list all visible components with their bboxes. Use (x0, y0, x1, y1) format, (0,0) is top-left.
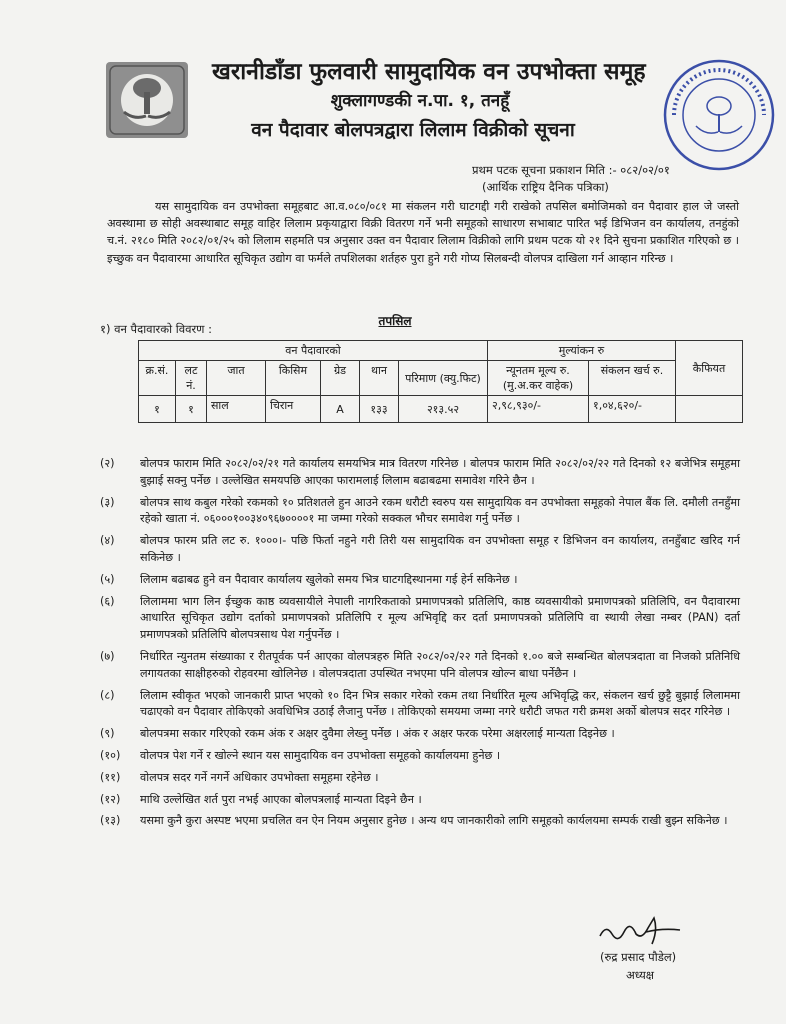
condition-item (100, 792, 740, 809)
notice-title: वन पैदावार बोलपत्रद्वारा लिलाम विक्रीको सूचना (251, 119, 575, 141)
table-header-row (139, 361, 743, 396)
condition-item (100, 726, 740, 743)
condition-item (100, 688, 740, 722)
condition-number: (१०) (100, 748, 121, 762)
condition-number: (६) (100, 594, 115, 608)
col-lot: लट नं. (176, 361, 207, 396)
condition-item (100, 572, 740, 589)
condition-text: यसमा कुनै कुरा अस्पष्ट भएमा प्रचलित वन ऐन नियम अनुसार हुनेछ । अन्य थप जानकारीको लागि समूहको कार्यलयमा सम्पर्क राखी बुझ्न सकिनेछ । (140, 814, 728, 828)
table-group-header (139, 341, 743, 361)
organization-logo (106, 62, 188, 138)
organization-address: शुक्लागण्डकी न.पा. १, तनहूँ (330, 91, 510, 111)
col-quantity: परिमाण (क्यु.फिट) (399, 361, 488, 396)
condition-number: (९) (100, 727, 115, 741)
publication-info (472, 162, 670, 196)
condition-text: लिलाम बढाबढ हुने वन पैदावार कार्यालय खुलेको समय भित्र घाटगद्दिस्थानमा गई हेर्न सकिनेछ । (140, 572, 518, 586)
condition-number: (११) (100, 770, 121, 784)
cell-species: साल (207, 396, 266, 423)
condition-number: (१३) (100, 814, 121, 828)
condition-item (100, 456, 740, 490)
group-valuation: मुल्यांकन रु (488, 341, 676, 361)
condition-text: बोलपत्र फाराम मिति २०८२/०२/२१ गते कार्यालय समयभित्र मात्र वितरण गरिनेछ । बोलपत्र फाराम मिति २०८२/०२/२२ गते दिनको १२ बजेभित्र समूहमा बुझाई सक्नु पर्नेछ । उल्लेखित समयपछि आएका फारामलाई लिलाम बढाबढमा समावेश गरिने छैन । (140, 457, 740, 487)
signatory-name: (रुद्र प्रसाद पौडेल) (600, 950, 677, 964)
intro-paragraph: यस सामुदायिक वन उपभोक्ता समूहबाट आ.व.०८०/०८१ मा संकलन गरी घाटगद्दी गरी राखेको तपसिल बमोजिमको वन पैदावार हाल जे जस्तो अवस्थामा छ सोही अवस्थाबाट समूह वाहिर लिलाम प्रकृयाद्वारा विक्री वितरण गर्ने भनी समूहको साधारण सभाबाट पारित भई डिभिजन वन कार्यालय, तनहुंको च.नं. २१८० मिति २०८२/०१/२५ को लिलाम सहमति पत्र अनुसार उक्त वन पैदावार लिलाम विक्रीको लागि प्रथम पटक यो २१ दिने सुचना प्रकाशित गरिएको छ । इच्छुक वन पैदावारमा आधारित सूचिकृत उद्योग वा फर्मले तपशिलका शर्तहरु पुरा हुने गरी गोप्य सिलबन्दी वोलपत्र दाखिला गर्न आव्हान गरिन्छ । (107, 200, 739, 265)
cell-remarks (676, 396, 743, 423)
condition-text: वोलपत्र सदर गर्ने नगर्ने अधिकार उपभोक्ता समूहमा रहेनेछ । (140, 770, 379, 784)
condition-item (100, 770, 740, 787)
condition-item (100, 533, 740, 567)
publish-source: (आर्थिक राष्ट्रिय दैनिक पत्रिका) (482, 180, 609, 194)
condition-item (100, 649, 740, 683)
condition-text: लिलाममा भाग लिन ईच्छुक काष्ठ व्यवसायीले नेपाली नागरिकताको प्रमाणपत्रको प्रतिलिपि, काष्ठ व्यवसायीको प्रमाणपत्रको प्रतिलिपि, वन पैदावारमा आधारित सूचिकृत उद्योग दर्ताको प्रमाणपत्रको प्रतिलिपि र मूल्य अभिवृद्दि कर दर्ता प्रमाणपत्रको प्रतिलिपि वा स्थायी लेखा नम्बर (PAN) दर्ता प्रमाणपत्रको प्रतिलिपि बोलपत्रसाथ पेश गर्नुपर्नेछ । (140, 594, 740, 642)
handwritten-signature (596, 910, 686, 950)
col-serial: क्र.सं. (139, 361, 176, 396)
cell-min-price: २,९८,९३०/- (488, 396, 589, 423)
cell-collection-cost: १,०४,६२०/- (589, 396, 676, 423)
tree-hands-icon (106, 62, 188, 138)
cell-lot: १ (176, 396, 207, 423)
condition-number: (८) (100, 688, 115, 702)
condition-text: निर्धारित न्युनतम संख्याका र रीतपूर्वक पर्न आएका वोलपत्रहरु मिति २०८२/०२/२२ गते दिनको १.०० बजे सम्बन्धित बोलपत्रदाता वा निजको प्रतिनिधि लगायतका साक्षीहरुको रोहवरमा खोलिनेछ । वोलपत्रदाता उपस्थित नभएमा पनि वोलपत्र खोल्न बाधा पर्नेछैन । (140, 649, 740, 680)
conditions-list (100, 456, 740, 835)
cell-serial: १ (139, 396, 176, 423)
col-remarks: कैफियत (676, 341, 743, 396)
condition-text: बोलपत्र साथ कबुल गरेको रकमको १० प्रतिशतले हुन आउने रकम धरौटी स्वरुप यस सामुदायिक वन उपभोक्ता समूहको नेपाल बैंक लि. दमौली तनहुँमा रहेको खाता नं. ०६०००१००३४०९६७००००१ मा जम्मा गरेको सक्कल भौचर समावेश गर्नु पर्नेछ । (140, 495, 740, 526)
condition-number: (५) (100, 572, 115, 586)
condition-text: वोलपत्र पेश गर्ने र खोल्ने स्थान यस सामुदायिक वन उपभोक्ता समूहको कार्यालयमा हुनेछ । (140, 748, 501, 762)
produce-table (138, 340, 743, 423)
cell-type: चिरान (266, 396, 321, 423)
condition-item (100, 495, 740, 529)
official-seal-stamp (660, 56, 778, 174)
col-pieces: थान (360, 361, 399, 396)
col-collection-cost: संकलन खर्च रु. (589, 361, 676, 396)
condition-item (100, 594, 740, 644)
section1-label: १) वन पैदावारको विवरण : (100, 322, 213, 336)
cell-quantity: २१३.५२ (399, 396, 488, 423)
table-row (139, 396, 743, 423)
col-species: जात (207, 361, 266, 396)
cell-grade: A (321, 396, 360, 423)
condition-number: (२) (100, 457, 115, 470)
col-type: किसिम (266, 361, 321, 396)
condition-text: माथि उल्लेखित शर्त पुरा नभई आएका बोलपत्रलाई मान्यता दिइने छैन । (140, 792, 422, 806)
cell-pieces: १३३ (360, 396, 399, 423)
col-min-price: न्यूनतम मूल्य रु. (मु.अ.कर वाहेक) (488, 361, 589, 396)
condition-text: बोलपत्र फारम प्रति लट रु. १०००।- पछि फिर्ता नहुने गरी तिरी यस सामुदायिक वन उपभोक्ता समूह र डिभिजन वन कार्यालय, तनहुँबाट खरिद गर्न सकिनेछ । (140, 534, 740, 564)
publish-date-line: प्रथम पटक सूचना प्रकाशन मिति :- ०८२/०२/०१ (472, 163, 670, 177)
condition-number: (१२) (100, 792, 121, 806)
condition-item (100, 813, 740, 830)
tapsil-heading: तपसिल (378, 314, 412, 328)
col-grade: ग्रेड (321, 361, 360, 396)
signatory-title: अध्यक्ष (626, 968, 655, 982)
condition-number: (३) (100, 495, 115, 509)
condition-text: लिलाम स्वीकृत भएको जानकारी प्राप्त भएको १० दिन भित्र सकार गरेको रकम तथा निर्धारित मूल्य अभिवृद्धि कर, संकलन खर्च छुट्टै बुझाई लिलाममा चढाएको वन पैदावार तोकिएको अवधिभित्र उठाई लैजानु पर्नेछ । तोकिएको समयमा जम्मा नगरे धरौटी जफत गरी क्रमश अर्को बोलपत्र सदर गरिनेछ । (140, 688, 740, 719)
organization-name: खरानीडाँडा फुलवारी सामुदायिक वन उपभोक्ता समूह (212, 59, 646, 85)
condition-number: (७) (100, 649, 115, 663)
condition-item (100, 748, 740, 765)
group-produce: वन पैदावारको (139, 341, 488, 361)
condition-number: (४) (100, 534, 115, 548)
condition-text: बोलपत्रमा सकार गरिएको रकम अंक र अक्षर दुवैमा लेख्नु पर्नेछ । अंक र अक्षर फरक परेमा अक्षरलाई मान्यता दिइनेछ । (140, 727, 615, 741)
